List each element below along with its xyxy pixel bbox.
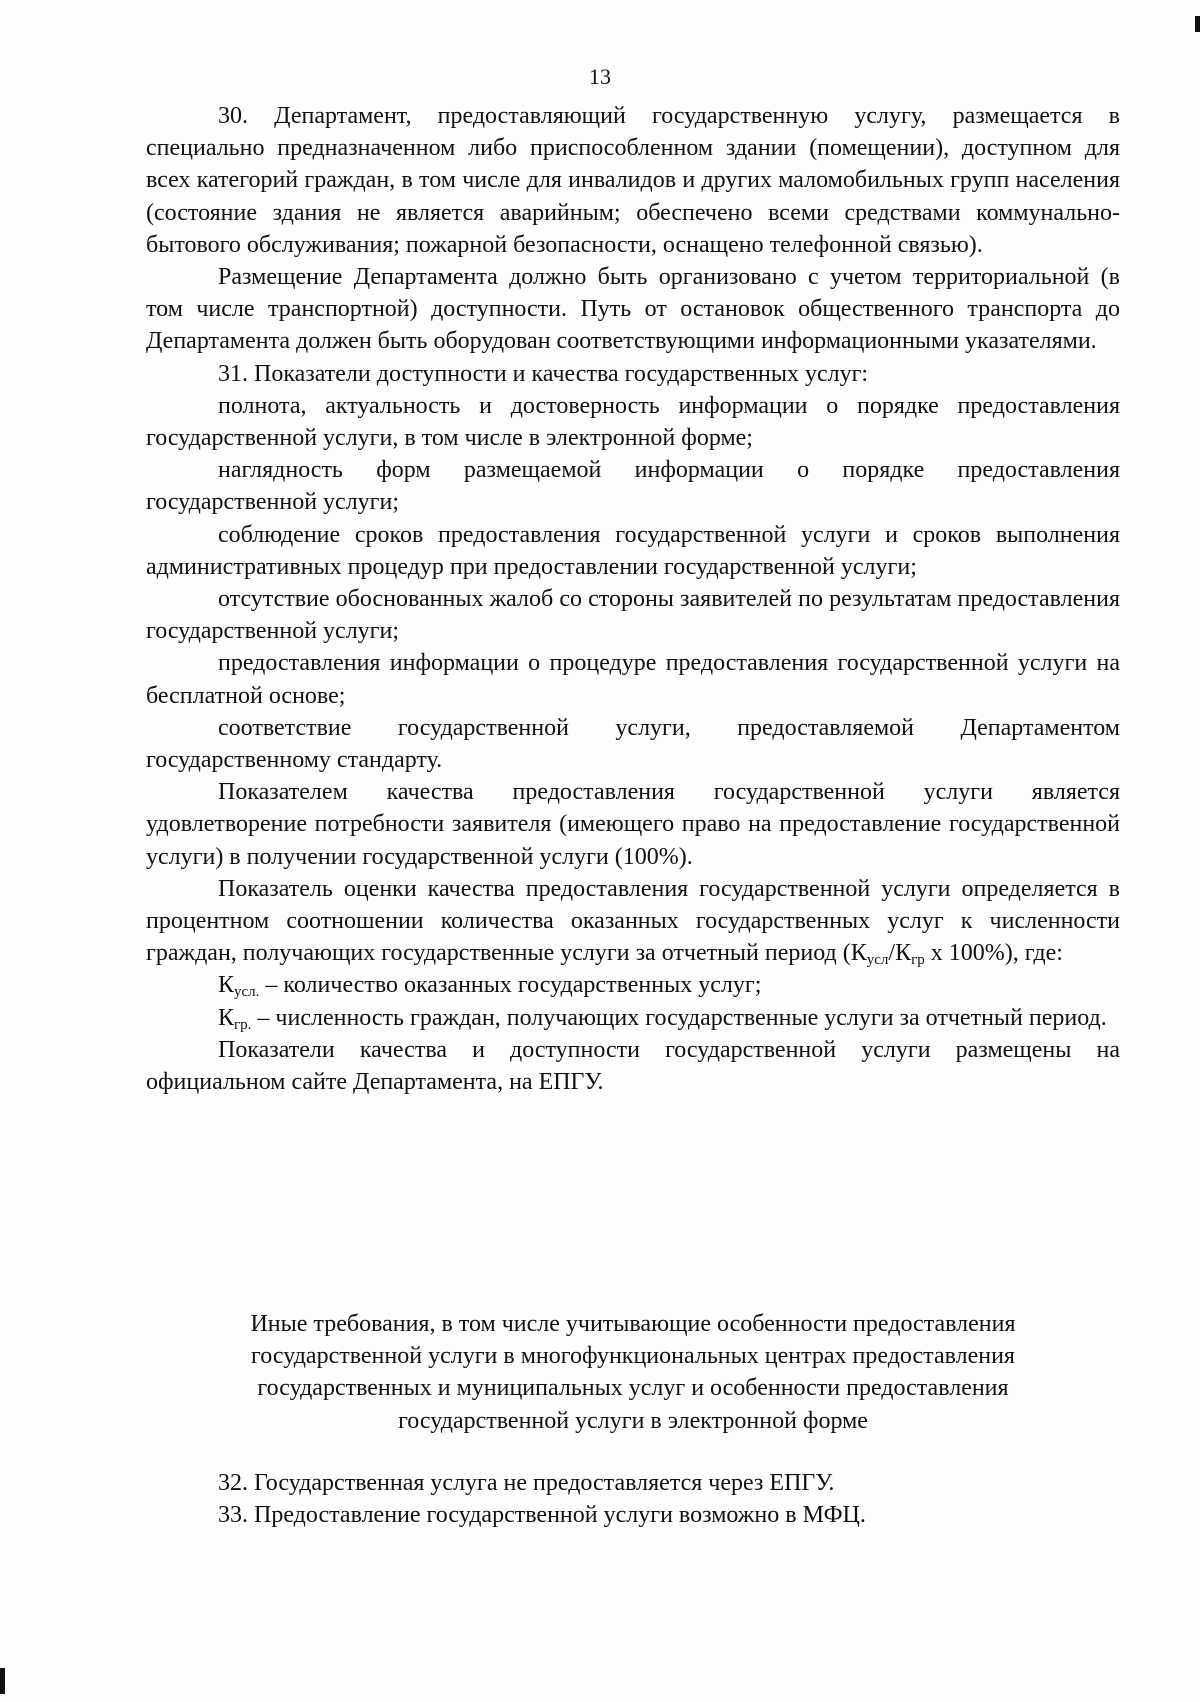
- section-heading: [146, 1308, 1120, 1437]
- indicator-complaints: отсутствие обоснованных жалоб со стороны заявителей по результатам предоставления государственной услуги;: [146, 586, 1120, 645]
- page-number: 13: [589, 64, 611, 89]
- paragraph-32: 32. Государственная услуга не предоставляется через ЕПГУ.: [218, 1470, 835, 1496]
- indicator-standard: соответствие государственной услуги, предоставляемой Департаментом государственному стандарту.: [146, 714, 1120, 774]
- scan-edge-mark: [0, 1668, 5, 1694]
- definition-subscript: гр.: [234, 1016, 252, 1033]
- indicator-completeness: полнота, актуальность и достоверность информации о порядке предоставления государственной услуги, в том числе в электронной форме;: [146, 392, 1120, 452]
- paragraph-30: 30. Департамент, предоставляющий государственную услугу, размещается в специально предназначенном либо приспособленном здании (помещении), доступном для всех категорий граждан, в том числе для инвалидов и других маломобильных групп населения (состояние здания не является аварийным; обеспечено всеми средствами коммунально-бытового обслуживания; пожарной безопасности, оснащено телефонной связью).: [146, 103, 1120, 258]
- paragraph-31: 31. Показатели доступности и качества государственных услуг:: [218, 360, 869, 387]
- section-heading-line: государственной услуги в многофункциональных центрах предоставления: [251, 1343, 1015, 1370]
- paragraph-evaluation-indicator: [146, 873, 1120, 970]
- scan-edge-mark: [1195, 16, 1200, 32]
- paragraph-placement: Размещение Департамента должно быть организовано с учетом территориальной (в том числе транспортной) доступности. Путь от остановок общественного транспорта до Департамента должен быть оборудован соответствующими информационными указателями.: [146, 264, 1120, 355]
- formula-separator: /К: [888, 940, 912, 967]
- evaluation-text: Показатель оценки качества предоставления государственной услуги определяется в процентном соотношении количества оказанных государственных услуг к численности граждан, получающих государственные услуги за отчетный период (К: [146, 875, 1120, 967]
- definition-subscript: усл.: [234, 984, 260, 1001]
- formula-sub-2: гр: [911, 952, 925, 969]
- definition-text: – количество оказанных государственных услуг;: [259, 972, 762, 999]
- section-heading-line: государственной услуги в электронной форме: [398, 1407, 868, 1434]
- indicator-free-info: предоставления информации о процедуре предоставления государственной услуги на бесплатной основе;: [146, 650, 1120, 709]
- paragraph-quality-indicator: Показателем качества предоставления государственной услуги является удовлетворение потребности заявителя (имеющего право на предоставление государственной услуги) в получении государственной услуги (100%).: [146, 779, 1120, 870]
- formula-tail: х 100%), где:: [924, 940, 1063, 967]
- definition-symbol: К: [218, 1004, 235, 1031]
- definition-text: – численность граждан, получающих государственные услуги за отчетный период.: [251, 1004, 1107, 1031]
- section-heading-line: государственных и муниципальных услуг и особенности предоставления: [257, 1375, 1009, 1402]
- definition-k-usl: [146, 969, 1120, 1001]
- indicator-deadlines: соблюдение сроков предоставления государственной услуги и сроков выполнения административных процедур при предоставлении государственной услуги;: [146, 521, 1120, 580]
- definition-symbol: К: [218, 972, 235, 999]
- document-body: [146, 100, 1120, 1098]
- closing-items: [146, 1467, 1120, 1531]
- indicator-clarity: наглядность форм размещаемой информации о порядке предоставления государственной услуги;: [146, 457, 1120, 516]
- definition-k-gr: [146, 1002, 1120, 1034]
- formula-sub-1: усл: [866, 952, 889, 969]
- paragraph-published-indicators: Показатели качества и доступности государственной услуги размещены на официальном сайте Департамента, на ЕПГУ.: [146, 1036, 1120, 1096]
- section-heading-line: Иные требования, в том числе учитывающие особенности предоставления: [250, 1311, 1016, 1337]
- paragraph-33: 33. Предоставление государственной услуги возможно в МФЦ.: [218, 1502, 866, 1529]
